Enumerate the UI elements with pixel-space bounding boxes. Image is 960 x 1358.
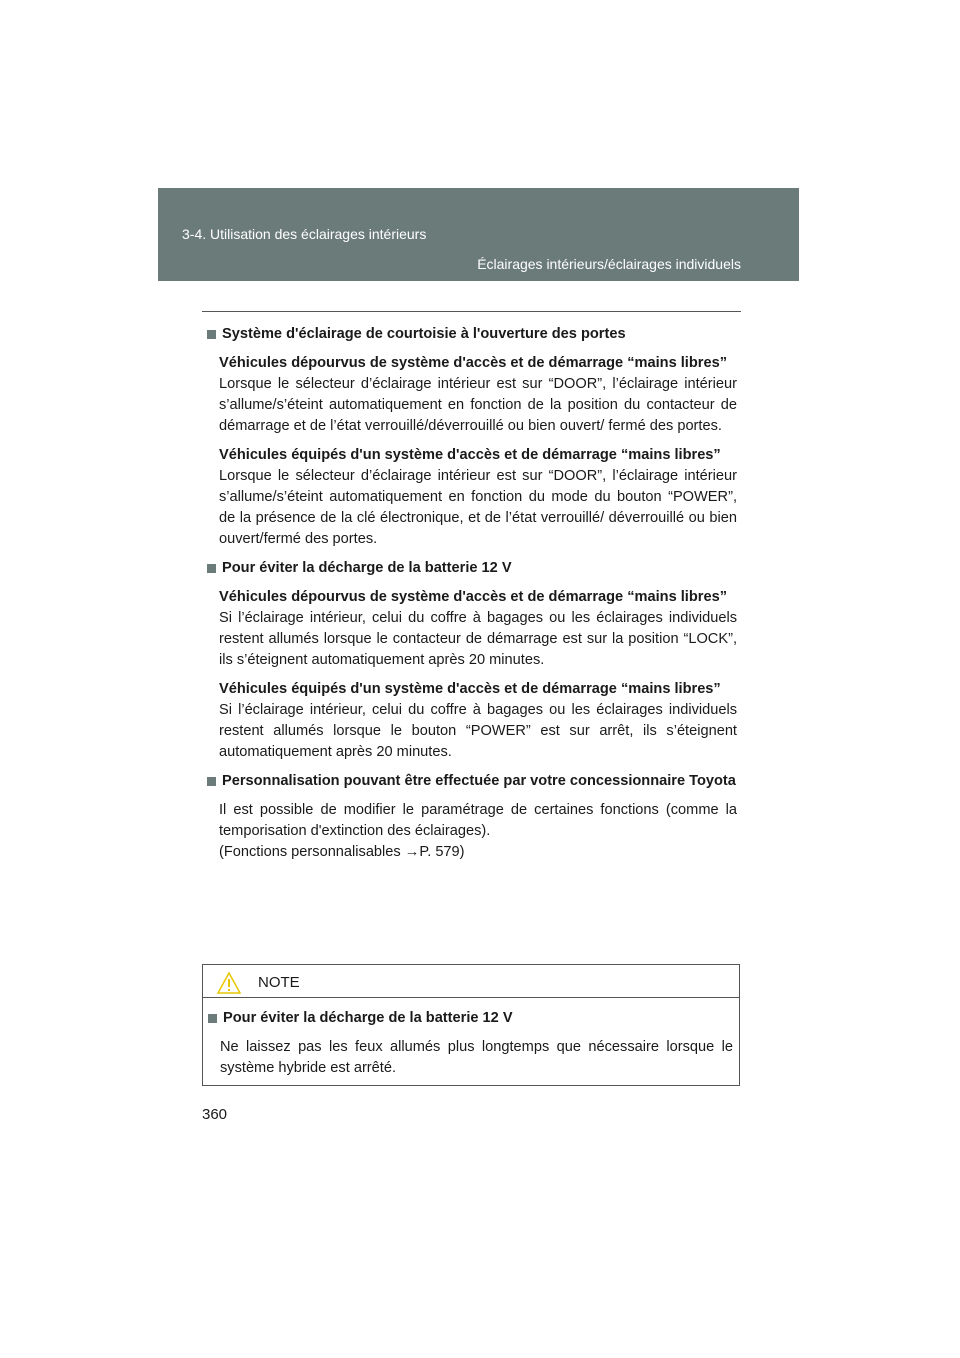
block-text: Si l’éclairage intérieur, celui du coffre à bagages ou les éclairages individuels restent allumés lorsque le contacteur de démarrage est sur la position “LOCK”, ils s’éteignent automatiquement après 20 minutes. xyxy=(219,610,737,668)
block-text: Si l’éclairage intérieur, celui du coffre à bagages ou les éclairages individuels restent allumés lorsque le bouton “POWER” est sur arrêt, ils s’éteignent automatiquement après 20 minutes. xyxy=(219,702,737,760)
block-subhead: Véhicules équipés d'un système d'accès et de démarrage “mains libres” xyxy=(219,681,721,697)
content-block xyxy=(207,679,737,763)
square-bullet-icon xyxy=(207,564,216,573)
section-battery-discharge xyxy=(207,558,737,763)
square-bullet-icon xyxy=(208,1014,217,1023)
main-content xyxy=(207,324,737,871)
content-block xyxy=(207,800,737,863)
block-text: Il est possible de modifier le paramétrage de certaines fonctions (comme la temporisation d'extinction des éclairages). xyxy=(219,802,737,839)
block-subhead: Véhicules équipés d'un système d'accès et de démarrage “mains libres” xyxy=(219,447,721,463)
section-courtesy-lighting xyxy=(207,324,737,550)
section-heading-text: Système d'éclairage de courtoisie à l'ouverture des portes xyxy=(222,326,626,342)
section-heading-text: Pour éviter la décharge de la batterie 12 V xyxy=(222,560,512,576)
block-subhead: Véhicules dépourvus de système d'accès et de démarrage “mains libres” xyxy=(219,589,727,605)
note-header xyxy=(203,965,739,998)
note-block xyxy=(208,1037,733,1079)
section-heading xyxy=(207,771,737,792)
cross-reference: (Fonctions personnalisables →P. 579) xyxy=(219,844,465,860)
section-heading-text: Personnalisation pouvant être effectuée par votre concessionnaire Toyota xyxy=(222,773,736,789)
warning-triangle-icon xyxy=(217,972,241,994)
note-heading-text: Pour éviter la décharge de la batterie 12 V xyxy=(223,1010,513,1026)
content-block xyxy=(207,445,737,550)
content-block xyxy=(207,353,737,437)
note-text: Ne laissez pas les feux allumés plus longtemps que nécessaire lorsque le système hybride est arrêté. xyxy=(220,1039,733,1076)
divider xyxy=(202,311,741,312)
header-band xyxy=(158,188,799,281)
content-block xyxy=(207,587,737,671)
block-subhead: Véhicules dépourvus de système d'accès et de démarrage “mains libres” xyxy=(219,355,727,371)
page-subtitle: Éclairages intérieurs/éclairages individuels xyxy=(477,256,741,272)
square-bullet-icon xyxy=(207,330,216,339)
section-title: 3-4. Utilisation des éclairages intérieurs xyxy=(182,226,427,242)
note-heading xyxy=(208,1008,733,1029)
section-heading xyxy=(207,324,737,345)
note-body xyxy=(203,998,739,1079)
block-text: Lorsque le sélecteur d’éclairage intérieur est sur “DOOR”, l’éclairage intérieur s’allume/s’éteint automatiquement en fonction du mode du bouton “POWER”, de la présence de la clé électronique, et de l’état verrouillé/ déverrouillé ou bien ouvert/fermé des portes. xyxy=(219,468,737,547)
page-number: 360 xyxy=(202,1106,228,1123)
section-heading xyxy=(207,558,737,579)
section-customization xyxy=(207,771,737,863)
note-box xyxy=(202,964,740,1086)
square-bullet-icon xyxy=(207,777,216,786)
note-title: NOTE xyxy=(258,974,300,991)
block-text: Lorsque le sélecteur d’éclairage intérieur est sur “DOOR”, l’éclairage intérieur s’allume/s’éteint automatiquement en fonction de la position du contacteur de démarrage et de l’état verrouillé/déverrouillé ou bien ouvert/ fermé des portes. xyxy=(219,376,737,434)
